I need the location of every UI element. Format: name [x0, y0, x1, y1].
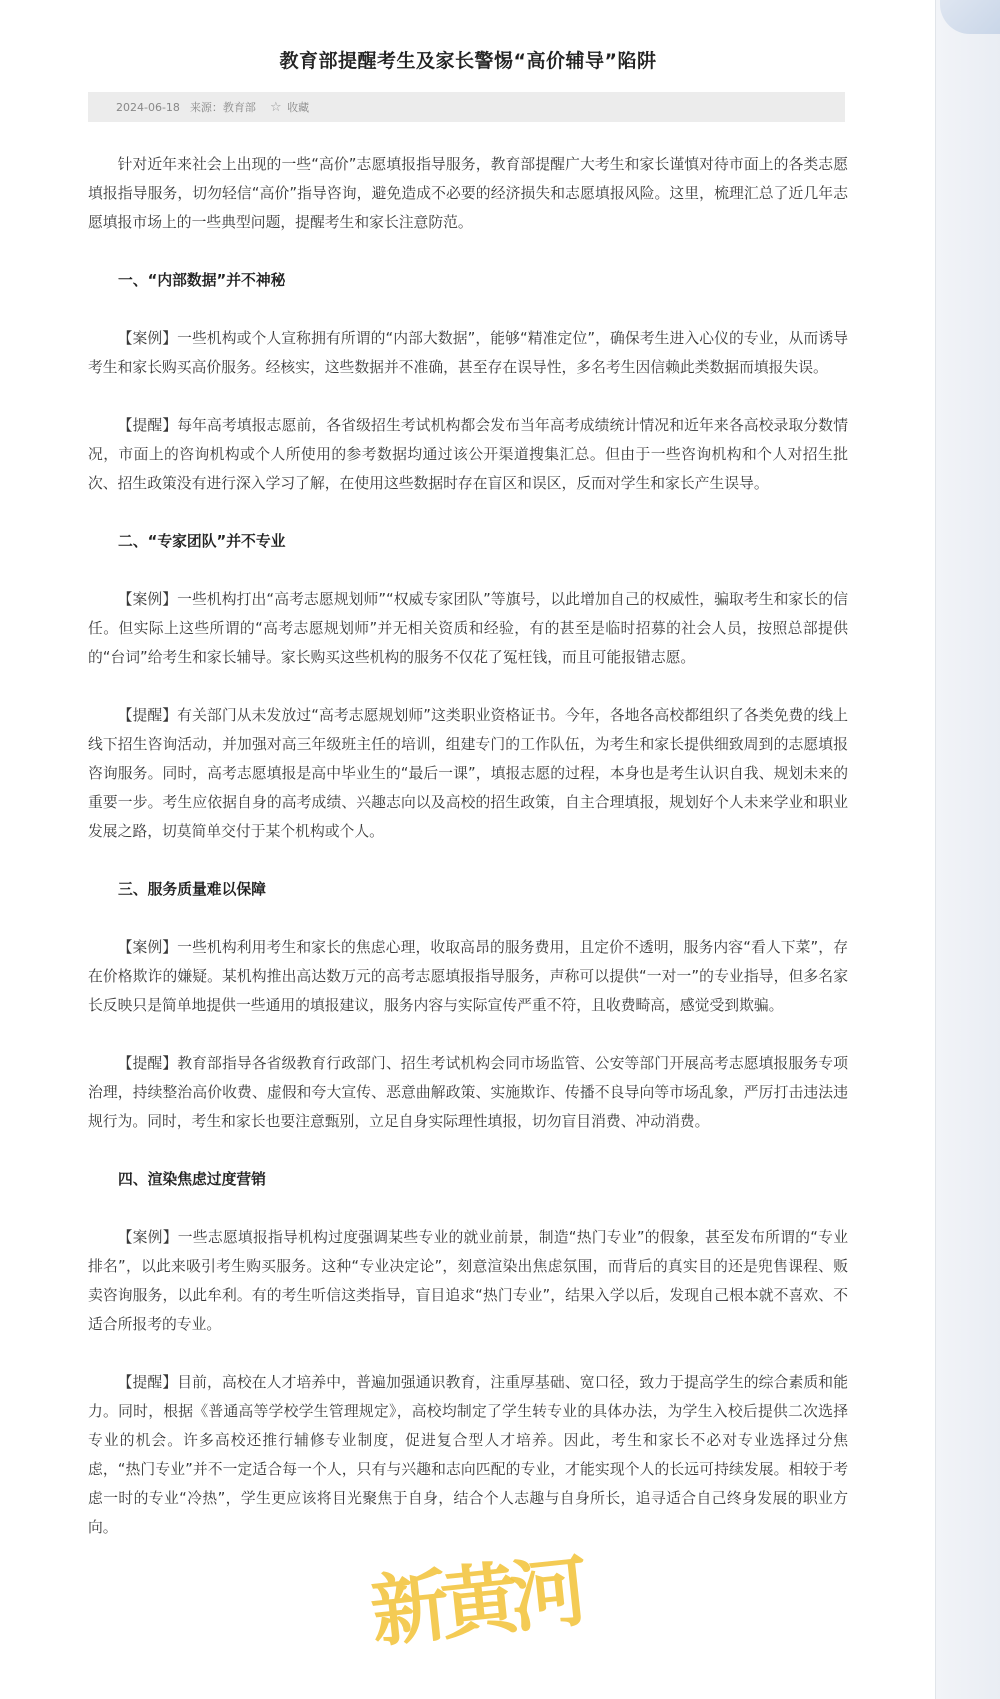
- section-heading-3: 三、服务质量难以保障: [118, 881, 266, 898]
- reminder-paragraph-3: 【提醒】教育部指导各省级教育行政部门、招生考试机构会同市场监管、公安等部门开展高考志愿填报服务专项治理，持续整治高价收费、虚假和夸大宣传、恶意曲解政策、实施欺诈、传播不良导向等市场乱象，严厉打击违法违规行为。同时，考生和家长也要注意甄别，立足自身实际理性填报，切勿盲目消费、冲动消费。: [88, 1055, 848, 1130]
- watermark-logo: 新黄河: [366, 1546, 585, 1659]
- reminder-paragraph-2: 【提醒】有关部门从未发放过“高考志愿规划师”这类职业资格证书。今年，各地各高校都组织了各类免费的线上线下招生咨询活动，并加强对高三年级班主任的培训，组建专门的工作队伍，为考生和家长提供细致周到的志愿填报咨询服务。同时，高考志愿填报是高中毕业生的“最后一课”，填报志愿的过程，本身也是考生认识自我、规划未来的重要一步。考生应依据自身的高考成绩、兴趣志向以及高校的招生政策，自主合理填报，规划好个人未来学业和职业发展之路，切莫简单交付于某个机构或个人。: [88, 707, 848, 840]
- browser-side-panel: [935, 0, 1000, 1699]
- article-title: 教育部提醒考生及家长警惕“高价辅导”陷阱: [279, 50, 657, 72]
- source-label: 来源：教育部: [189, 101, 256, 114]
- publish-date: 2024-06-18: [116, 100, 180, 114]
- reminder-paragraph-4: 【提醒】目前，高校在人才培养中，普遍加强通识教育，注重厚基础、宽口径，致力于提高学生的综合素质和能力。同时，根据《普通高等学校学生管理规定》，高校均制定了学生转专业的具体办法，为学生入校后提供二次选择专业的机会。许多高校还推行辅修专业制度，促进复合型人才培养。因此，考生和家长不必对专业选择过分焦虑，“热门专业”并不一定适合每一个人，只有与兴趣和志向匹配的专业，才能实现个人的长远可持续发展。相较于考虑一时的专业“冷热”，学生更应该将目光聚焦于自身，结合个人志趣与自身所长，追寻适合自己终身发展的职业方向。: [88, 1374, 848, 1536]
- case-paragraph-2: 【案例】一些机构打出“高考志愿规划师”“权威专家团队”等旗号，以此增加自己的权威性，骗取考生和家长的信任。但实际上这些所谓的“高考志愿规划师”并无相关资质和经验，有的甚至是临时招募的社会人员，按照总部提供的“台词”给考生和家长辅导。家长购买这些机构的服务不仅花了冤枉钱，而且可能报错志愿。: [88, 591, 848, 666]
- section-heading-2: 二、“专家团队”并不专业: [118, 533, 286, 550]
- section-heading-4: 四、渲染焦虑过度营销: [118, 1171, 266, 1188]
- article-body: [88, 150, 848, 1571]
- meta-bar: [88, 92, 845, 122]
- case-paragraph-1: 【案例】一些机构或个人宣称拥有所谓的“内部大数据”，能够“精准定位”，确保考生进入心仪的专业，从而诱导考生和家长购买高价服务。经核实，这些数据并不准确，甚至存在误导性，多名考生因信赖此类数据而填报失误。: [88, 330, 848, 376]
- favorite-button[interactable]: [270, 99, 309, 115]
- star-icon: ☆: [269, 100, 282, 115]
- case-paragraph-3: 【案例】一些机构利用考生和家长的焦虑心理，收取高昂的服务费用，且定价不透明，服务内容“看人下菜”，存在价格欺诈的嫌疑。某机构推出高达数万元的高考志愿填报指导服务，声称可以提供“一对一”的专业指导，但多名家长反映只是简单地提供一些通用的填报建议，服务内容与实际宣传严重不符，且收费畸高，感觉受到欺骗。: [88, 939, 848, 1014]
- favorite-label: 收藏: [287, 101, 310, 114]
- section-heading-1: 一、“内部数据”并不神秘: [118, 272, 286, 289]
- reminder-paragraph-1: 【提醒】每年高考填报志愿前，各省级招生考试机构都会发布当年高考成绩统计情况和近年来各高校录取分数情况，市面上的咨询机构或个人所使用的参考数据均通过该公开渠道搜集汇总。但由于一些咨询机构和个人对招生批次、招生政策没有进行深入学习了解，在使用这些数据时存在盲区和误区，反而对学生和家长产生误导。: [88, 417, 848, 492]
- case-paragraph-4: 【案例】一些志愿填报指导机构过度强调某些专业的就业前景，制造“热门专业”的假象，甚至发布所谓的“专业排名”，以此来吸引考生购买服务。这种“专业决定论”，刻意渲染出焦虑氛围，而背后的真实目的还是兜售课程、贩卖咨询服务，以此牟利。有的考生听信这类指导，盲目追求“热门专业”，结果入学以后，发现自己根本就不喜欢、不适合所报考的专业。: [88, 1229, 848, 1333]
- intro-paragraph: 针对近年来社会上出现的一些“高价”志愿填报指导服务，教育部提醒广大考生和家长谨慎对待市面上的各类志愿填报指导服务，切勿轻信“高价”指导咨询，避免造成不必要的经济损失和志愿填报风险。这里，梳理汇总了近几年志愿填报市场上的一些典型问题，提醒考生和家长注意防范。: [88, 156, 848, 231]
